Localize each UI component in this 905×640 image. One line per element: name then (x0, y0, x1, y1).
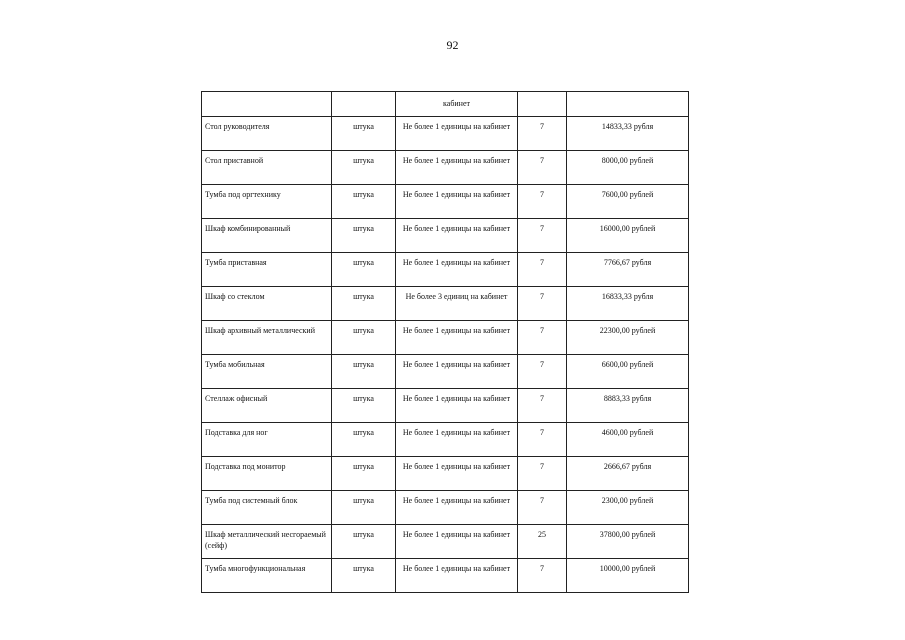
item-name-cell: Шкаф со стеклом (202, 287, 332, 321)
norms-table (201, 91, 689, 593)
norm-cell: Не более 1 единицы на кабинет (396, 525, 518, 559)
item-name-cell: Шкаф металлический несгораемый (сейф) (202, 525, 332, 559)
table-row (202, 423, 689, 457)
service-years-cell: 7 (518, 151, 567, 185)
service-years-cell: 25 (518, 525, 567, 559)
item-name-cell: Тумба под оргтехнику (202, 185, 332, 219)
service-years-cell: 7 (518, 491, 567, 525)
service-years-cell: 7 (518, 423, 567, 457)
unit-cell: штука (332, 117, 396, 151)
unit-cell: штука (332, 423, 396, 457)
norm-cell: кабинет (396, 92, 518, 117)
service-years-cell (518, 92, 567, 117)
unit-cell: штука (332, 457, 396, 491)
service-years-cell: 7 (518, 321, 567, 355)
table-row (202, 457, 689, 491)
table-row (202, 185, 689, 219)
table-row (202, 491, 689, 525)
unit-cell: штука (332, 151, 396, 185)
price-cell: 6600,00 рублей (567, 355, 689, 389)
item-name-cell: Подставка под монитор (202, 457, 332, 491)
norm-cell: Не более 1 единицы на кабинет (396, 151, 518, 185)
service-years-cell: 7 (518, 389, 567, 423)
service-years-cell: 7 (518, 457, 567, 491)
item-name-cell: Тумба мобильная (202, 355, 332, 389)
price-cell: 8883,33 рубля (567, 389, 689, 423)
price-cell: 37800,00 рублей (567, 525, 689, 559)
table-row (202, 389, 689, 423)
item-name-cell: Шкаф комбинированный (202, 219, 332, 253)
table-row (202, 219, 689, 253)
price-cell: 8000,00 рублей (567, 151, 689, 185)
table-row-continuation (202, 92, 689, 117)
item-name-cell: Стол приставной (202, 151, 332, 185)
norm-cell: Не более 1 единицы на кабинет (396, 355, 518, 389)
unit-cell: штука (332, 185, 396, 219)
table-row (202, 253, 689, 287)
norm-cell: Не более 1 единицы на кабинет (396, 321, 518, 355)
price-cell: 7600,00 рублей (567, 185, 689, 219)
norm-cell: Не более 1 единицы на кабинет (396, 117, 518, 151)
norm-cell: Не более 1 единицы на кабинет (396, 423, 518, 457)
item-name-cell: Подставка для ног (202, 423, 332, 457)
price-cell (567, 92, 689, 117)
unit-cell: штука (332, 253, 396, 287)
price-cell: 10000,00 рублей (567, 559, 689, 593)
table-row (202, 355, 689, 389)
price-cell: 14833,33 рубля (567, 117, 689, 151)
price-cell: 2666,67 рубля (567, 457, 689, 491)
service-years-cell: 7 (518, 287, 567, 321)
unit-cell (332, 92, 396, 117)
norm-cell: Не более 1 единицы на кабинет (396, 185, 518, 219)
item-name-cell: Шкаф архивный металлический (202, 321, 332, 355)
item-name-cell (202, 92, 332, 117)
item-name-cell: Стол руководителя (202, 117, 332, 151)
price-cell: 16833,33 рубля (567, 287, 689, 321)
norm-cell: Не более 1 единицы на кабинет (396, 491, 518, 525)
table-row (202, 525, 689, 559)
price-cell: 4600,00 рублей (567, 423, 689, 457)
unit-cell: штука (332, 559, 396, 593)
norm-cell: Не более 1 единицы на кабинет (396, 253, 518, 287)
table-row (202, 559, 689, 593)
price-cell: 22300,00 рублей (567, 321, 689, 355)
page-number: 92 (446, 38, 459, 52)
item-name-cell: Тумба под системный блок (202, 491, 332, 525)
service-years-cell: 7 (518, 559, 567, 593)
unit-cell: штука (332, 389, 396, 423)
service-years-cell: 7 (518, 185, 567, 219)
norm-cell: Не более 3 единиц на кабинет (396, 287, 518, 321)
unit-cell: штука (332, 321, 396, 355)
price-cell: 16000,00 рублей (567, 219, 689, 253)
unit-cell: штука (332, 355, 396, 389)
price-cell: 2300,00 рублей (567, 491, 689, 525)
unit-cell: штука (332, 491, 396, 525)
service-years-cell: 7 (518, 117, 567, 151)
norm-cell: Не более 1 единицы на кабинет (396, 457, 518, 491)
table-row (202, 151, 689, 185)
unit-cell: штука (332, 219, 396, 253)
item-name-cell: Тумба многофункциональная (202, 559, 332, 593)
norm-cell: Не более 1 единицы на кабинет (396, 219, 518, 253)
norm-cell: Не более 1 единицы на кабинет (396, 559, 518, 593)
price-cell: 7766,67 рубля (567, 253, 689, 287)
table-row (202, 321, 689, 355)
table-body (202, 92, 689, 593)
unit-cell: штука (332, 525, 396, 559)
item-name-cell: Стеллаж офисный (202, 389, 332, 423)
item-name-cell: Тумба приставная (202, 253, 332, 287)
service-years-cell: 7 (518, 253, 567, 287)
service-years-cell: 7 (518, 355, 567, 389)
service-years-cell: 7 (518, 219, 567, 253)
table-row (202, 287, 689, 321)
unit-cell: штука (332, 287, 396, 321)
norm-cell: Не более 1 единицы на кабинет (396, 389, 518, 423)
table-row (202, 117, 689, 151)
